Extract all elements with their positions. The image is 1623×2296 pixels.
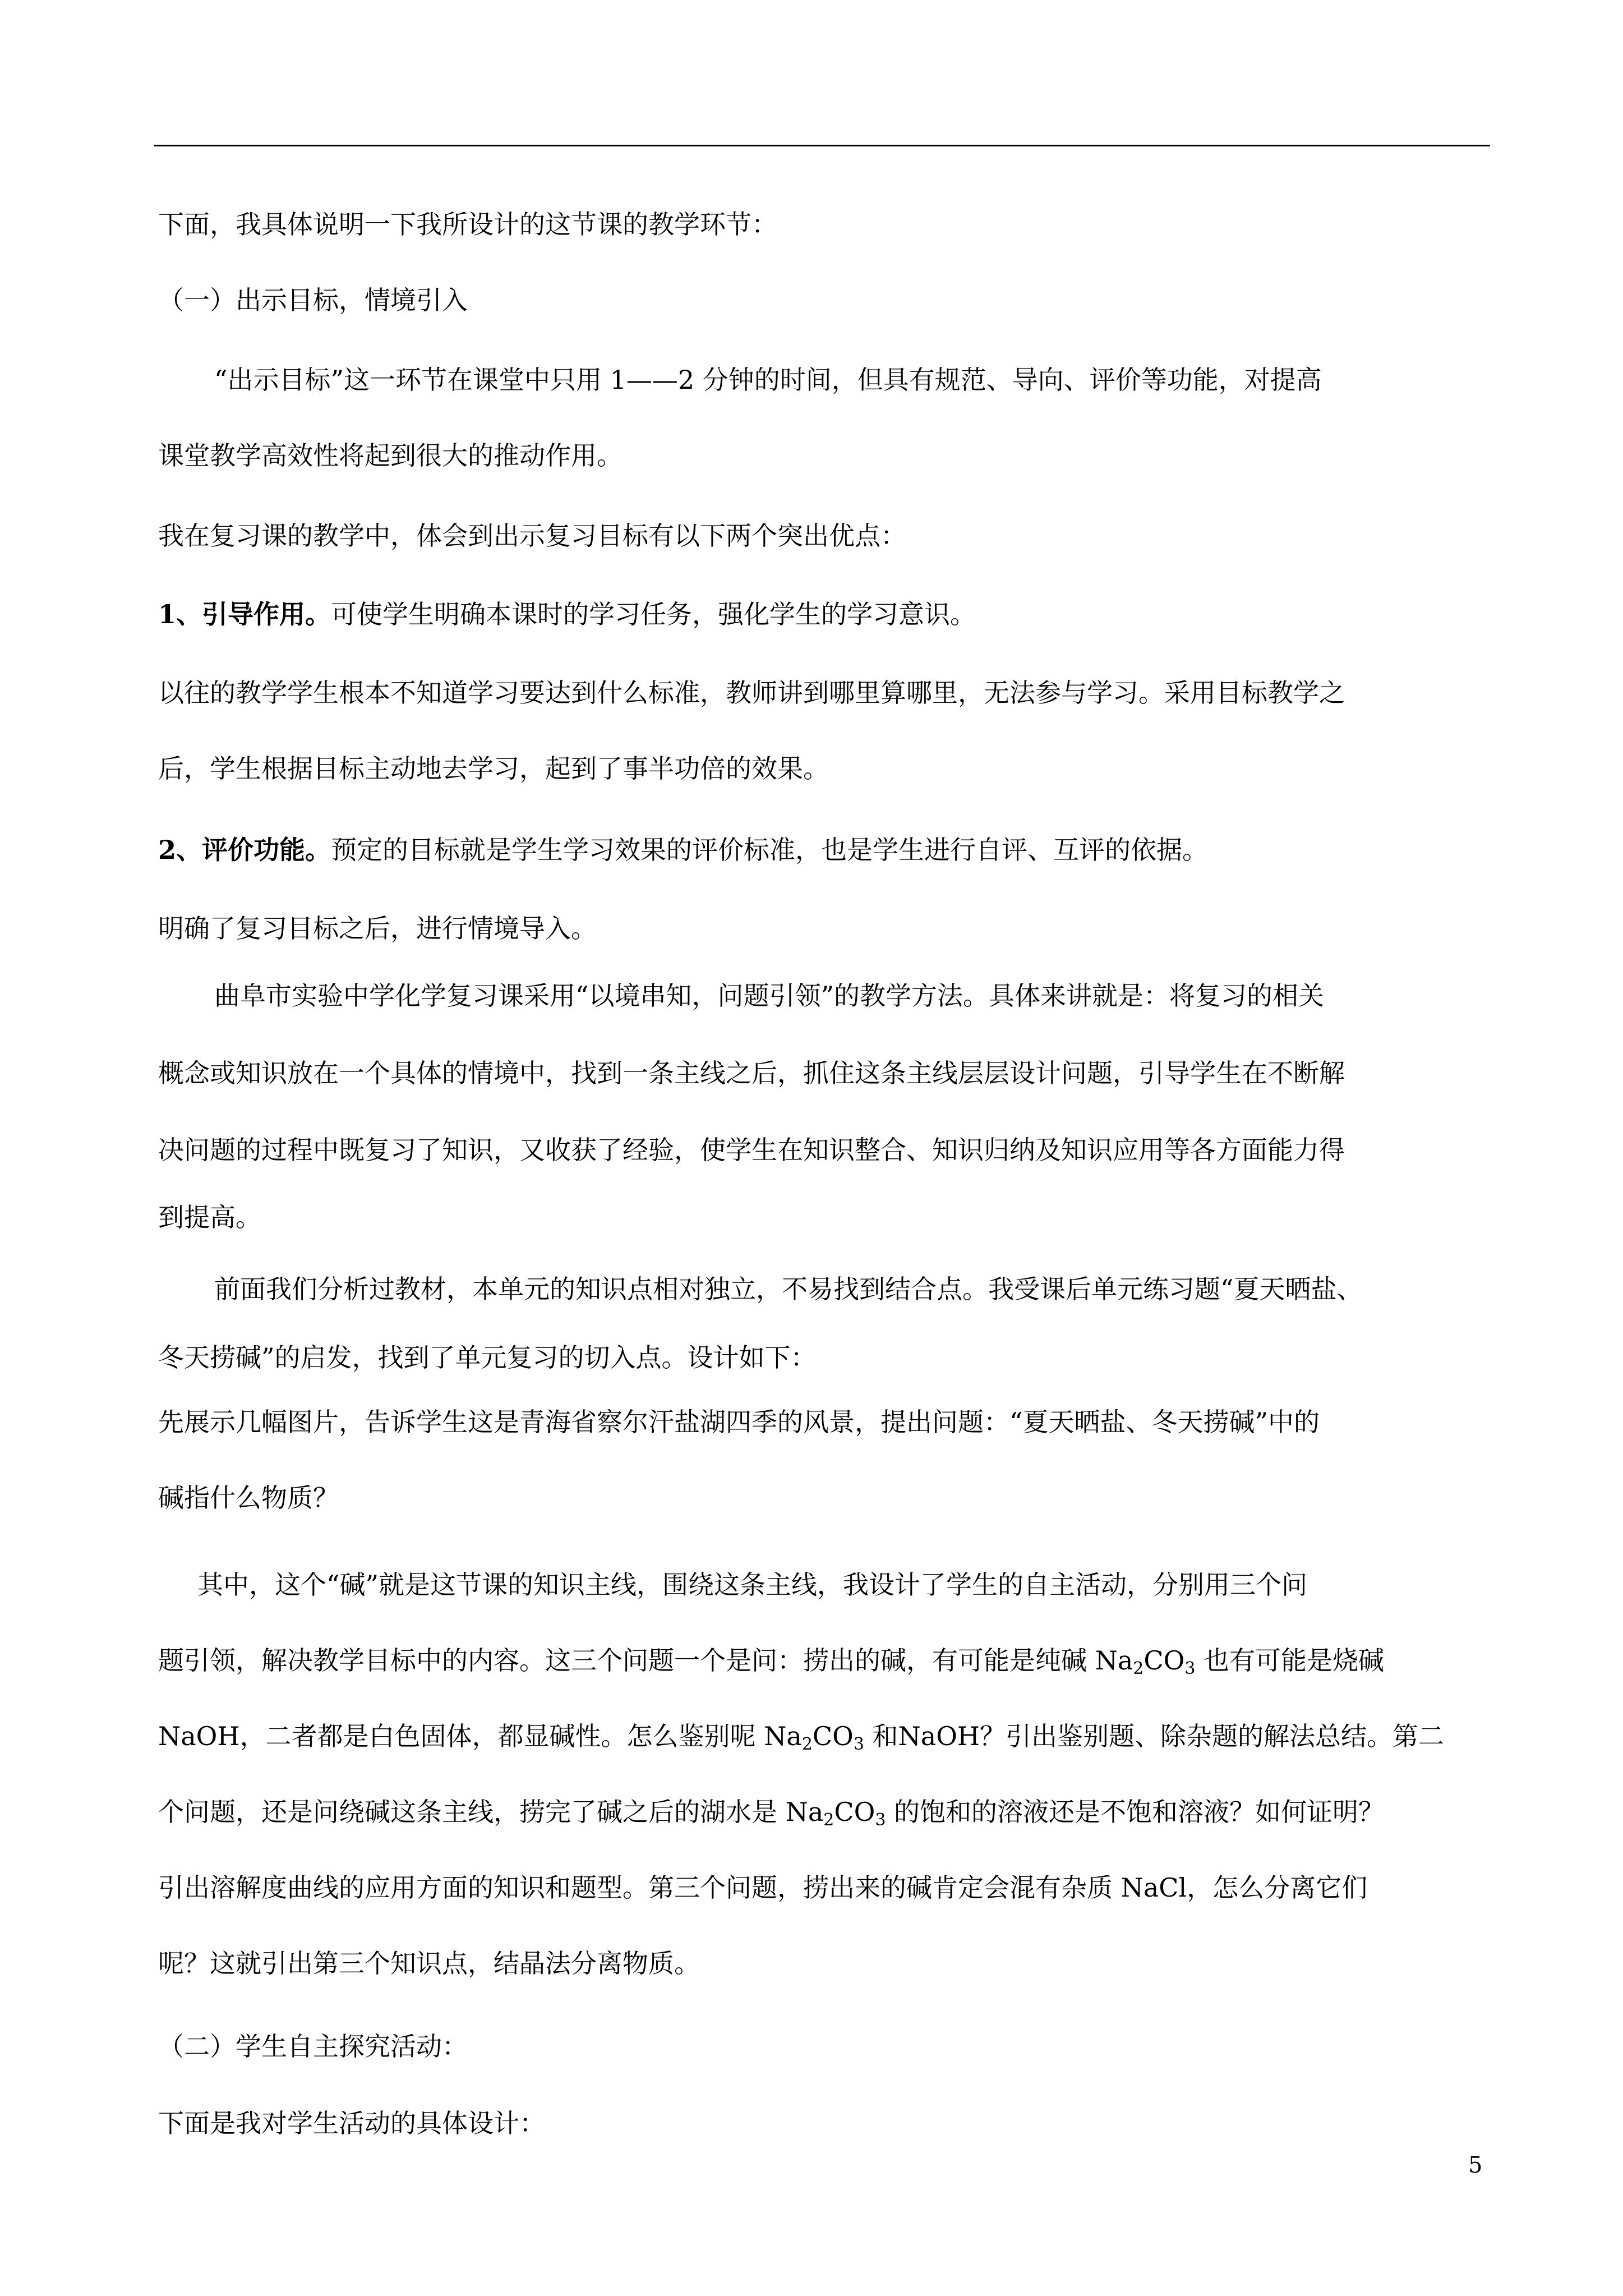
text-run: CO (812, 1721, 854, 1751)
paragraph-line: 碱指什么物质？ (158, 1483, 339, 1513)
paragraph-line: 冬天捞碱”的启发，找到了单元复习的切入点。设计如下： (158, 1342, 817, 1373)
subscript: 3 (1184, 1659, 1196, 1678)
paragraph-line: 下面是我对学生活动的具体设计： (158, 2108, 545, 2138)
paragraph-line: 决问题的过程中既复习了知识，又收获了经验，使学生在知识整合、知识归纳及知识应用等各方面能力得 (158, 1135, 1345, 1165)
section-heading: （一）出示目标，情境引入 (158, 285, 468, 315)
paragraph-line: 明确了复习目标之后，进行情境导入。 (158, 913, 597, 944)
subscript: 3 (875, 1810, 886, 1830)
text-run: 个问题，还是问绕碱这条主线，捞完了碱之后的湖水是 Na (158, 1797, 824, 1827)
paragraph-line (158, 833, 1208, 867)
paragraph-line: 我在复习课的教学中，体会到出示复习目标有以下两个突出优点： (158, 521, 906, 551)
paragraph-line: 呢？这就引出第三个知识点，结晶法分离物质。 (158, 1948, 700, 1978)
text-run: 题引领，解决教学目标中的内容。这三个问题一个是问：捞出的碱，有可能是纯碱 Na (158, 1645, 1133, 1676)
text-run: NaOH，二者都是白色固体，都显碱性。怎么鉴别呢 Na (158, 1721, 802, 1751)
subscript: 2 (1133, 1659, 1144, 1678)
paragraph-line: 概念或知识放在一个具体的情境中，找到一条主线之后，抓住这条主线层层设计问题，引导学生在不断解 (158, 1058, 1345, 1088)
paragraph-line (158, 1719, 1444, 1753)
subscript: 2 (801, 1734, 813, 1754)
paragraph-line (158, 597, 976, 631)
point-heading: 2、评价功能。 (158, 835, 331, 865)
section-heading: （二）学生自主探究活动： (158, 2031, 468, 2062)
text-run: CO (1144, 1645, 1185, 1676)
point-text: 预定的目标就是学生学习效果的评价标准，也是学生进行自评、互评的依据。 (331, 835, 1209, 865)
text-run: CO (834, 1797, 875, 1827)
point-heading: 1、引导作用。 (158, 599, 331, 629)
paragraph-line: 曲阜市实验中学化学复习课采用“以境串知，问题引领”的教学方法。具体来讲就是：将复习的相关 (214, 981, 1325, 1011)
paragraph-line: 引出溶解度曲线的应用方面的知识和题型。第三个问题，捞出来的碱肯定会混有杂质 NaCl，怎么分离它们 (158, 1872, 1368, 1903)
page-number: 5 (1468, 2152, 1483, 2178)
paragraph-line: 以往的教学学生根本不知道学习要达到什么标准，教师讲到哪里算哪里，无法参与学习。采用目标教学之 (158, 678, 1345, 708)
header-rule (154, 145, 1490, 146)
paragraph-line: 前面我们分析过教材，本单元的知识点相对独立，不易找到结合点。我受课后单元练习题“夏天晒盐、 (214, 1274, 1363, 1304)
paragraph-line: 先展示几幅图片，告诉学生这是青海省察尔汗盐湖四季的风景，提出问题：“夏天晒盐、冬天捞碱”中的 (158, 1407, 1320, 1437)
paragraph-line (158, 1644, 1384, 1677)
paragraph-line: 到提高。 (158, 1202, 261, 1232)
paragraph-line: 课堂教学高效性将起到很大的推动作用。 (158, 440, 623, 471)
paragraph-line (158, 1795, 1384, 1829)
paragraph-line: 下面，我具体说明一下我所设计的这节课的教学环节： (158, 209, 777, 240)
subscript: 3 (853, 1734, 864, 1754)
point-text: 可使学生明确本课时的学习任务，强化学生的学习意识。 (331, 599, 976, 629)
paragraph-line: 后，学生根据目标主动地去学习，起到了事半功倍的效果。 (158, 753, 829, 784)
subscript: 2 (823, 1810, 834, 1830)
text-run: 的饱和的溶液还是不饱和溶液？如何证明？ (886, 1797, 1385, 1827)
paragraph-line: 其中，这个“碱”就是这节课的知识主线，围绕这条主线，我设计了学生的自主活动，分别用三个问 (197, 1570, 1308, 1600)
paragraph-line: “出示目标”这一环节在课堂中只用 1——2 分钟的时间，但具有规范、导向、评价等功能，对提高 (214, 365, 1322, 395)
text-run: 和NaOH？引出鉴别题、除杂题的解法总结。第二 (864, 1721, 1445, 1751)
text-run: 也有可能是烧碱 (1195, 1645, 1385, 1676)
